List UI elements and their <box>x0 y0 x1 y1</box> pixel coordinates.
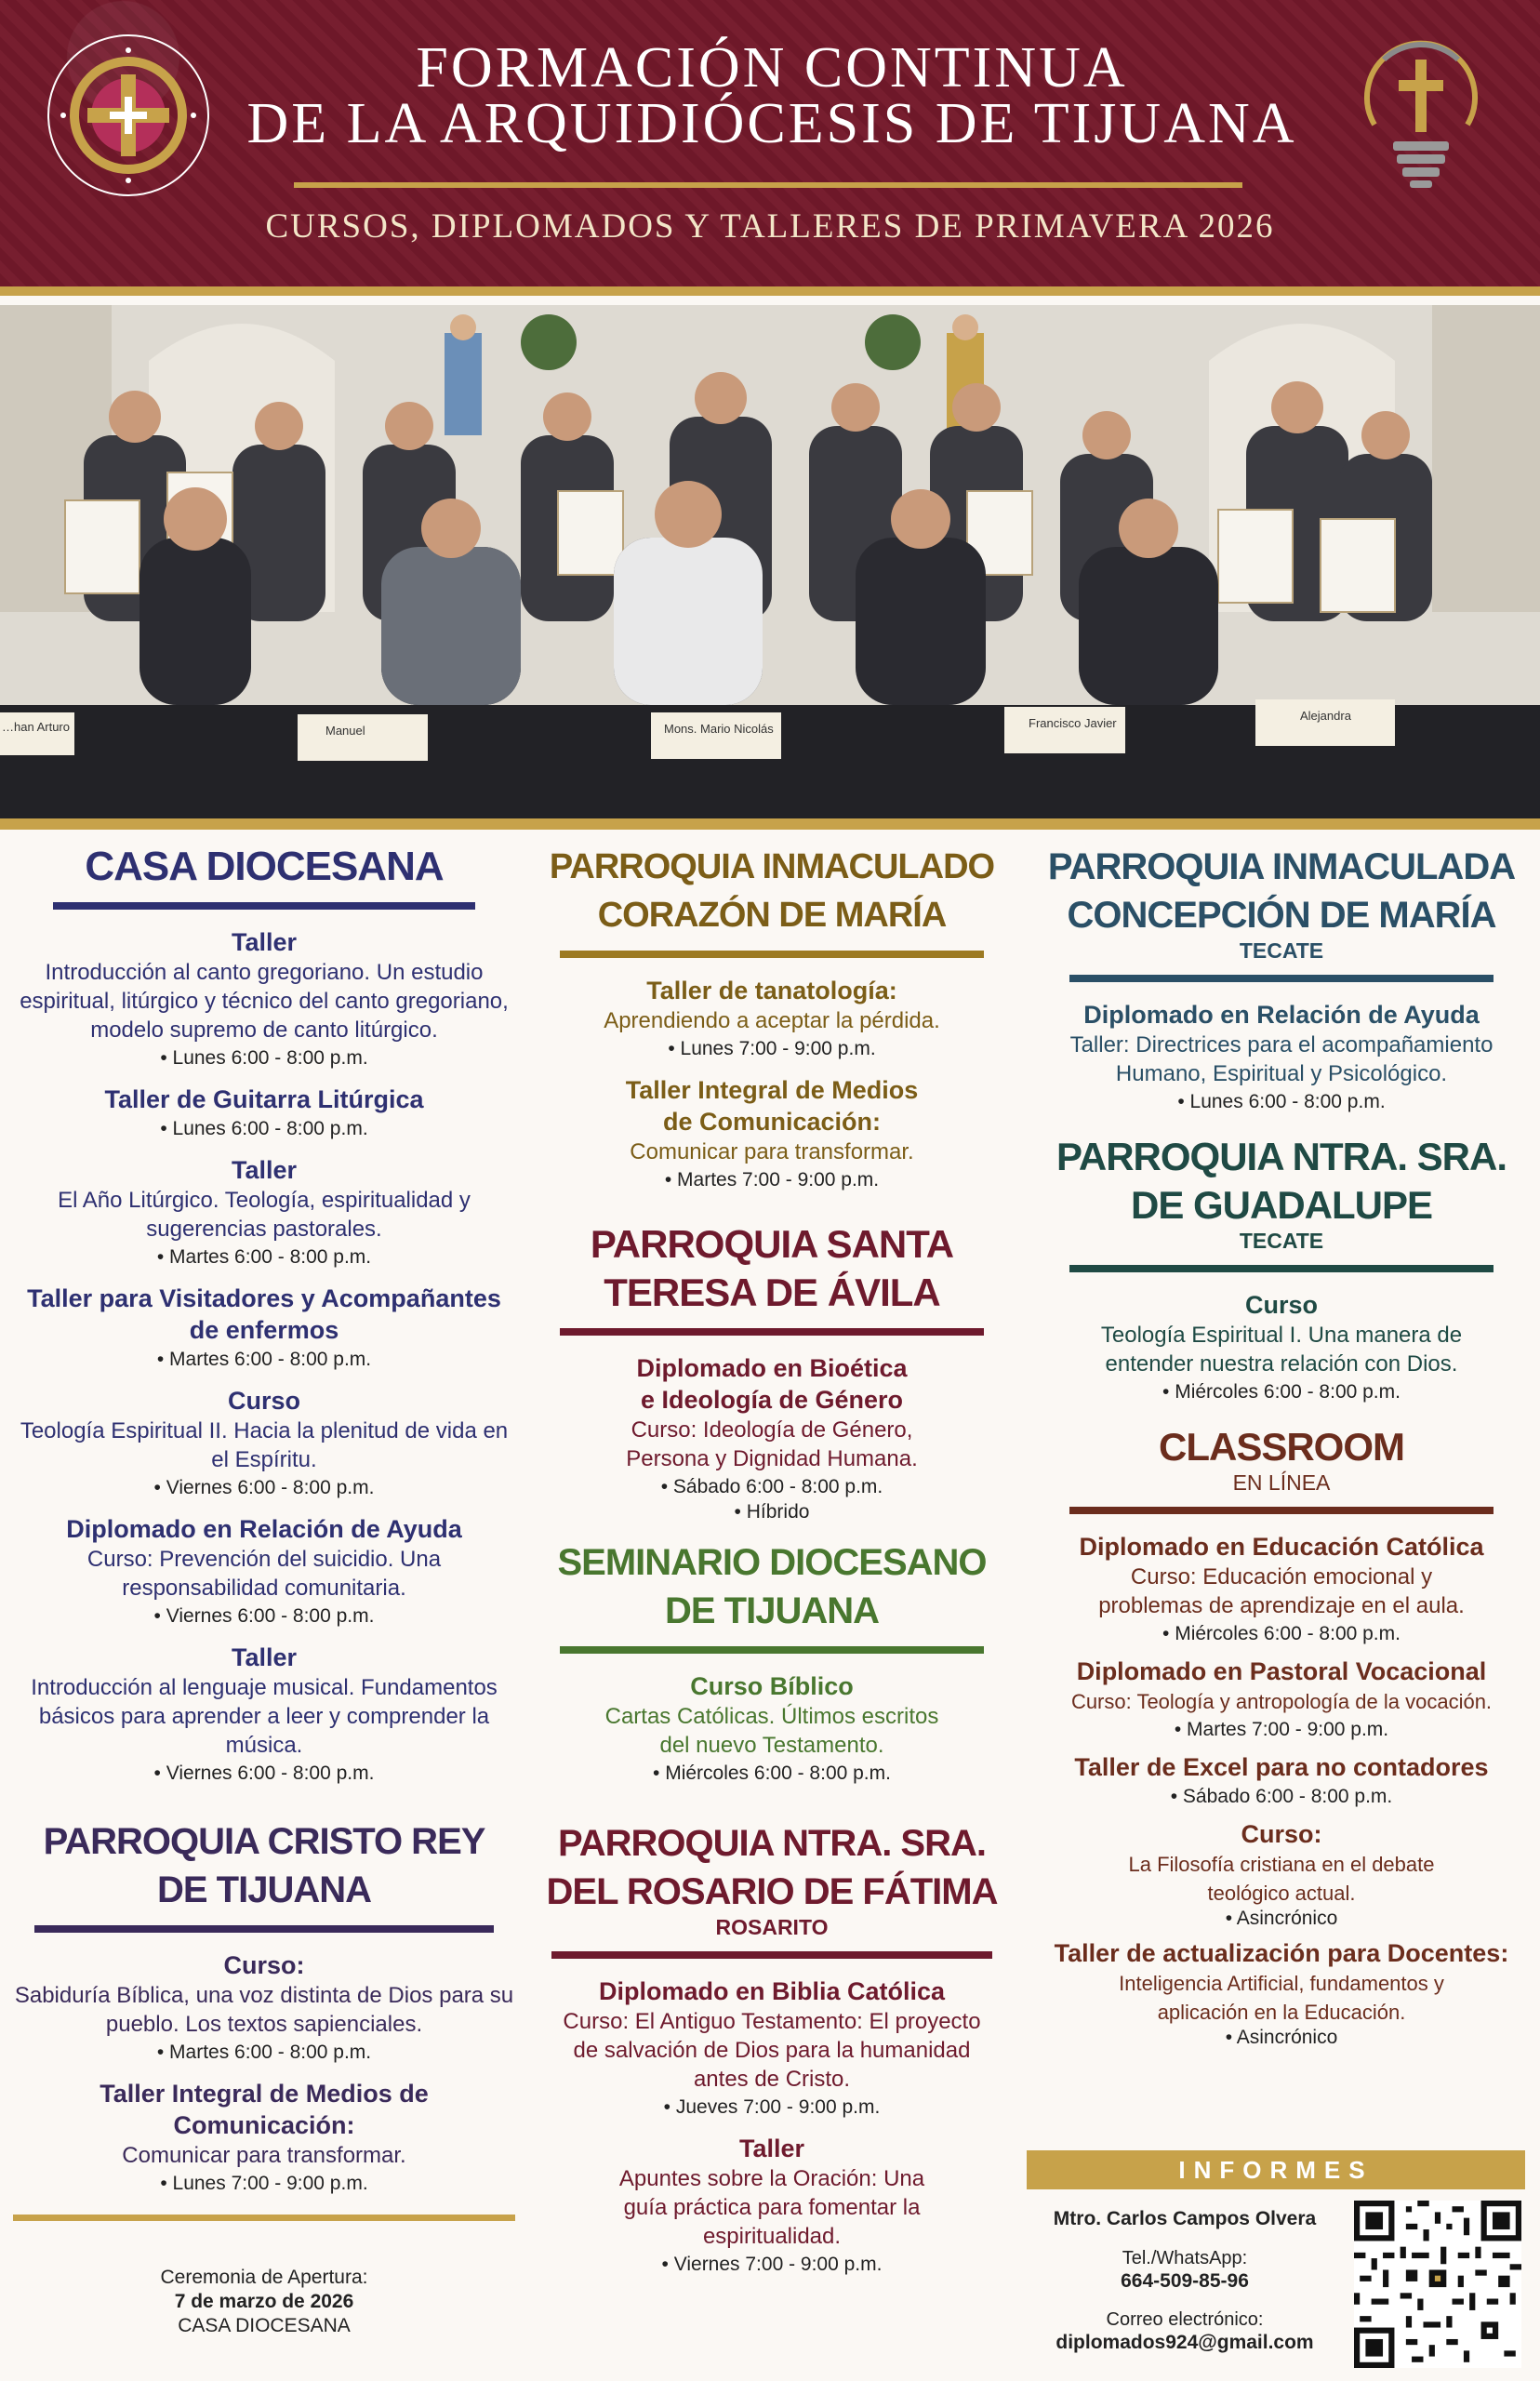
item-title: Taller de actualización para Docentes: <box>1054 1939 1509 1967</box>
item-description: El Año Litúrgico. Teología, espiritualidad y sugerencias pastorales. <box>58 1188 471 1242</box>
item-description: Taller: Directrices para el acompañamiento Humano, Espiritual y Psicológico. <box>1069 1032 1494 1086</box>
list-item <box>521 975 1023 1063</box>
item-title: Taller <box>738 2135 805 2162</box>
email-label: Correo electrónico: <box>1106 2309 1264 2330</box>
column-middle <box>521 843 1023 2290</box>
item-title: Curso: <box>223 1951 305 1979</box>
item-description: Curso: Prevención del suicidio. Una responsabilidad comunitaria. <box>86 1547 442 1601</box>
column-left <box>13 843 515 2238</box>
item-title: Taller Integral de Medios de Comunicación: <box>100 2080 429 2139</box>
casa-diocesana-title: CASA DIOCESANA <box>85 844 444 889</box>
item-schedule: • Miércoles 6:00 - 8:00 p.m. <box>653 1762 891 1784</box>
item-title: Taller de Guitarra Litúrgica <box>104 1085 424 1113</box>
contact-info <box>1027 2197 1343 2355</box>
teresa-divider <box>560 1328 984 1336</box>
item-description: Introducción al canto gregoriano. Un estudio espiritual, litúrgico y técnico del canto gregoriano, modelo supremo de canto litúrgico. <box>20 960 509 1043</box>
casa-divider <box>53 902 475 910</box>
item-description: Cartas Católicas. Últimos escritos del nuevo Testamento. <box>604 1704 939 1758</box>
item-schedule: • Lunes 6:00 - 8:00 p.m. <box>160 1047 368 1069</box>
item-description: Teología Espiritual II. Hacia la plenitud de vida en el Espíritu. <box>20 1418 509 1472</box>
item-title: Diplomado en Pastoral Vocacional <box>1076 1657 1487 1685</box>
qr-code-icon[interactable] <box>1354 2201 1521 2368</box>
fatima-title-line2: DEL ROSARIO DE FÁTIMA <box>546 1871 998 1912</box>
group-photo <box>0 305 1540 818</box>
item-description: Apuntes sobre la Oración: Una guía práctica para fomentar la espiritualidad. <box>618 2166 925 2249</box>
cristo-rey-title-line1: PARROQUIA CRISTO REY <box>43 1821 485 1862</box>
list-item <box>521 2133 1023 2279</box>
item-title: Taller <box>231 1643 298 1671</box>
item-schedule: • Asincrónico <box>1225 2027 1338 2048</box>
page-title-line2: DE LA ARQUIDIÓCESIS DE TIJUANA <box>246 92 1297 155</box>
list-item <box>521 1074 1023 1194</box>
list-item <box>1030 1289 1533 1406</box>
corazon-title-line1: PARROQUIA INMACULADO <box>549 847 995 886</box>
item-description: Comunicar para transformar. <box>630 1139 914 1164</box>
nameplate-1: …han Arturo <box>2 720 70 734</box>
list-item <box>1030 1818 1533 1930</box>
item-schedule: • Lunes 6:00 - 8:00 p.m. <box>1177 1091 1386 1112</box>
header-banner <box>0 0 1540 296</box>
item-schedule: • Miércoles 6:00 - 8:00 p.m. <box>1162 1381 1401 1403</box>
seminario-divider <box>560 1646 984 1654</box>
item-schedule: • Sábado 6:00 - 8:00 p.m. <box>660 1476 883 1497</box>
list-item <box>1030 1937 1533 2049</box>
classroom-title: CLASSROOM <box>1159 1425 1404 1469</box>
item-description: Sabiduría Bíblica, una voz distinta de Dios para su pueblo. Los textos sapienciales. <box>14 1983 514 2037</box>
email-address[interactable]: diplomados924@gmail.com <box>1055 2332 1314 2353</box>
item-description: Inteligencia Artificial, fundamentos y aplicación en la Educación. <box>1119 1972 1444 2024</box>
archdiocese-seal-logo <box>45 32 212 199</box>
list-item <box>1030 1531 1533 1648</box>
fatima-location: ROSARITO <box>715 1915 829 1939</box>
concepcion-divider <box>1069 975 1494 982</box>
list-item <box>13 926 515 1072</box>
teresa-title-line1: PARROQUIA SANTA <box>590 1222 954 1266</box>
phone-label: Tel./WhatsApp: <box>1122 2248 1248 2268</box>
fatima-title-line1: PARROQUIA NTRA. SRA. <box>558 1823 986 1864</box>
guadalupe-location: TECATE <box>1239 1229 1324 1253</box>
title-divider <box>294 182 1242 188</box>
photo-divider <box>0 818 1540 830</box>
item-schedule: • Viernes 6:00 - 8:00 p.m. <box>153 1605 375 1627</box>
item-description: La Filosofía cristiana en el debate teológico actual. <box>1128 1853 1435 1905</box>
item-schedule: • Lunes 7:00 - 9:00 p.m. <box>668 1038 876 1059</box>
item-description: Comunicar para transformar. <box>122 2143 406 2168</box>
list-item <box>13 1513 515 1630</box>
classroom-divider <box>1069 1507 1494 1514</box>
item-schedule: • Martes 6:00 - 8:00 p.m. <box>156 2042 372 2063</box>
guadalupe-title-line2: DE GUADALUPE <box>1130 1183 1433 1227</box>
item-description: Teología Espiritual I. Una manera de entender nuestra relación con Dios. <box>1100 1323 1463 1377</box>
item-schedule: • Viernes 6:00 - 8:00 p.m. <box>153 1762 375 1784</box>
concepcion-location: TECATE <box>1239 938 1324 963</box>
list-item <box>521 1352 1023 1523</box>
guadalupe-divider <box>1069 1265 1494 1272</box>
list-item <box>13 1949 515 2067</box>
cristo-rey-title-line2: DE TIJUANA <box>156 1869 372 1910</box>
item-title: Taller Integral de Medios de Comunicación: <box>625 1076 919 1136</box>
group-photo-illustration <box>0 305 1540 818</box>
classroom-subtitle: EN LÍNEA <box>1232 1470 1331 1495</box>
item-schedule: • Viernes 7:00 - 9:00 p.m. <box>661 2254 883 2275</box>
list-item <box>1030 1656 1533 1744</box>
nameplate-3: Mons. Mario Nicolás <box>664 722 774 736</box>
item-schedule: • Jueves 7:00 - 9:00 p.m. <box>663 2096 881 2118</box>
item-title: Diplomado en Biblia Católica <box>598 1977 946 2005</box>
concepcion-title-line1: PARROQUIA INMACULADA <box>1047 846 1516 887</box>
ceremony-label: Ceremonia de Apertura: <box>160 2267 368 2288</box>
nameplate-4: Francisco Javier <box>1029 716 1117 730</box>
phone-number[interactable]: 664-509-85-96 <box>1121 2270 1249 2292</box>
item-description: Introducción al lenguaje musical. Fundamentos básicos para aprender a leer y comprender la música. <box>31 1675 498 1758</box>
item-schedule: • Martes 7:00 - 9:00 p.m. <box>1174 1719 1389 1740</box>
item-description: Curso: El Antiguo Testamento: El proyecto de salvación de Dios para la humanidad antes de Cristo. <box>563 2009 981 2092</box>
guadalupe-title-line1: PARROQUIA NTRA. SRA. <box>1056 1135 1507 1178</box>
opening-ceremony <box>13 2266 515 2338</box>
item-title: Taller <box>231 928 298 956</box>
item-modality: • Híbrido <box>734 1501 810 1523</box>
list-item <box>1030 1751 1533 1811</box>
item-title: Curso: <box>1241 1820 1322 1848</box>
list-item <box>521 1670 1023 1788</box>
list-item <box>13 1642 515 1788</box>
item-title: Diplomado en Relación de Ayuda <box>66 1515 462 1543</box>
list-item <box>13 1084 515 1143</box>
item-schedule: • Sábado 6:00 - 8:00 p.m. <box>1170 1786 1393 1807</box>
informes-header: INFORMES <box>1027 2150 1525 2189</box>
lightbulb-cross-icon <box>1347 32 1495 199</box>
ceremony-date: 7 de marzo de 2026 <box>174 2291 354 2312</box>
item-schedule: • Asincrónico <box>1225 1908 1338 1929</box>
fatima-divider <box>551 1951 992 1959</box>
item-schedule: • Miércoles 6:00 - 8:00 p.m. <box>1162 1623 1401 1644</box>
item-title: Taller de tanatología: <box>646 977 897 1004</box>
item-schedule: • Lunes 7:00 - 9:00 p.m. <box>160 2173 368 2194</box>
item-title: Diplomado en Educación Católica <box>1079 1533 1484 1561</box>
cristo-rey-divider <box>34 1925 494 1933</box>
item-description: Curso: Educación emocional y problemas de aprendizaje en el aula. <box>1098 1564 1465 1618</box>
item-description: Aprendiendo a aceptar la pérdida. <box>604 1008 940 1033</box>
item-title: Taller para Visitadores y Acompañantes de enfermos <box>27 1284 501 1344</box>
contact-name: Mtro. Carlos Campos Olvera <box>1053 2208 1317 2229</box>
item-title: Taller de Excel para no contadores <box>1074 1753 1489 1781</box>
teresa-title-line2: TERESA DE ÁVILA <box>604 1270 940 1314</box>
item-title: Diplomado en Bioética e Ideología de Género <box>636 1354 908 1414</box>
item-title: Taller <box>231 1156 298 1184</box>
concepcion-title-line2: CONCEPCIÓN DE MARÍA <box>1067 895 1496 936</box>
item-description: Curso: Ideología de Género, Persona y Dignidad Humana. <box>626 1417 918 1471</box>
list-item <box>13 2078 515 2198</box>
list-item <box>521 1975 1023 2122</box>
list-item <box>13 1283 515 1374</box>
item-title: Curso <box>1244 1291 1318 1319</box>
item-title: Curso <box>227 1387 300 1415</box>
item-title: Curso Bíblico <box>690 1672 854 1700</box>
item-schedule: • Martes 6:00 - 8:00 p.m. <box>156 1349 372 1370</box>
page-title-line1: FORMACIÓN CONTINUA <box>416 36 1128 100</box>
ceremony-place: CASA DIOCESANA <box>178 2315 351 2336</box>
corazon-title-line2: CORAZÓN DE MARÍA <box>597 896 947 935</box>
nameplate-2: Manuel <box>325 724 365 738</box>
item-schedule: • Martes 6:00 - 8:00 p.m. <box>156 1246 372 1268</box>
item-schedule: • Lunes 6:00 - 8:00 p.m. <box>160 1118 368 1139</box>
corazon-divider <box>560 951 984 958</box>
item-schedule: • Martes 7:00 - 9:00 p.m. <box>664 1169 880 1190</box>
list-item <box>13 1154 515 1271</box>
ceremony-divider <box>13 2215 515 2221</box>
item-title: Diplomado en Relación de Ayuda <box>1083 1001 1480 1029</box>
list-item <box>13 1385 515 1502</box>
seminario-title-line2: DE TIJUANA <box>664 1590 880 1631</box>
list-item <box>1030 999 1533 1116</box>
nameplate-5: Alejandra <box>1300 709 1351 723</box>
seminario-title-line1: SEMINARIO DIOCESANO <box>557 1542 987 1583</box>
item-schedule: • Viernes 6:00 - 8:00 p.m. <box>153 1477 375 1498</box>
item-description: Curso: Teología y antropología de la vocación. <box>1070 1690 1493 1713</box>
page-subtitle: CURSOS, DIPLOMADOS Y TALLERES DE PRIMAVERA 2026 <box>265 207 1275 246</box>
column-right <box>1030 843 1533 2060</box>
